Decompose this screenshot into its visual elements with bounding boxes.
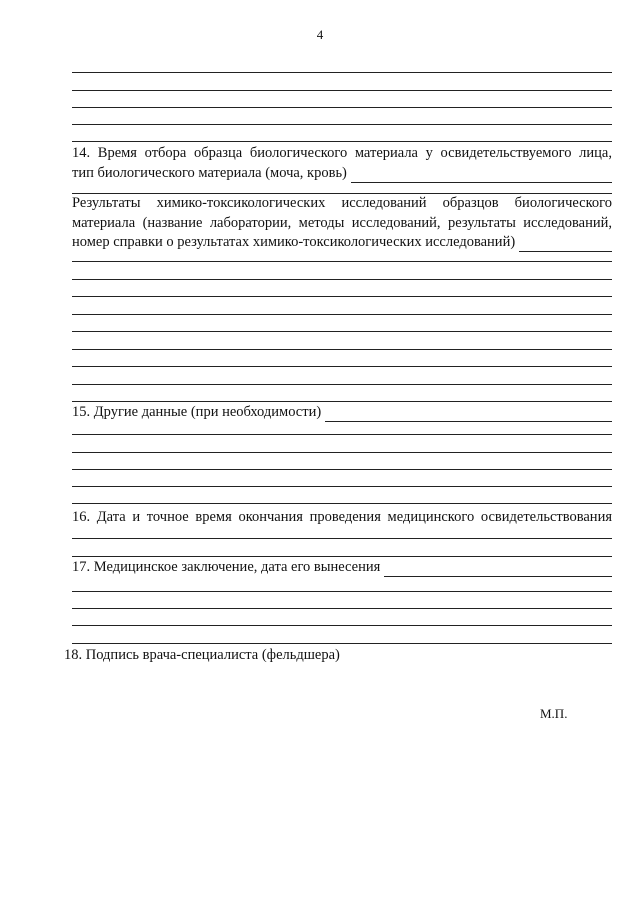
section-14-fill-field[interactable] bbox=[351, 168, 612, 183]
blank-line bbox=[72, 349, 612, 350]
blank-line bbox=[72, 608, 612, 609]
results-fill-field[interactable] bbox=[519, 237, 612, 252]
section-16-text: 16. Дата и точное время окончания проведения медицинского освидетельствования bbox=[72, 509, 612, 525]
blank-line bbox=[72, 90, 612, 91]
blank-line bbox=[72, 107, 612, 108]
section-15-row bbox=[72, 402, 612, 422]
blank-line bbox=[72, 72, 612, 73]
blank-line bbox=[72, 331, 612, 332]
blank-line bbox=[72, 591, 612, 592]
stamp-place-label: М.П. bbox=[540, 706, 568, 721]
blank-line bbox=[72, 452, 612, 453]
results-line2: материала (название лаборатории, методы исследований, результаты исследований, bbox=[72, 215, 612, 231]
blank-line bbox=[72, 124, 612, 125]
blank-line bbox=[72, 538, 612, 539]
section-15-fill-field[interactable] bbox=[325, 407, 612, 422]
results-line1: Результаты химико-токсикологических исследований образцов биологического bbox=[72, 195, 612, 211]
section-17-row bbox=[72, 557, 612, 577]
blank-line bbox=[72, 314, 612, 315]
section-15-label: 15. Другие данные (при необходимости) bbox=[72, 404, 322, 420]
section-17-fill-field[interactable] bbox=[384, 562, 612, 577]
blank-line bbox=[72, 469, 612, 470]
section-14-line1: 14. Время отбора образца биологического материала у освидетельствуемого лица, bbox=[72, 145, 612, 161]
blank-line bbox=[72, 434, 612, 435]
blank-line bbox=[72, 296, 612, 297]
section-17-label: 17. Медицинское заключение, дата его вынесения bbox=[72, 559, 381, 575]
blank-line bbox=[72, 486, 612, 487]
blank-line bbox=[72, 503, 612, 504]
blank-line bbox=[72, 625, 612, 626]
blank-line bbox=[72, 279, 612, 280]
blank-line bbox=[72, 261, 612, 262]
blank-line bbox=[72, 384, 612, 385]
results-label: номер справки о результатах химико-токсикологических исследований) bbox=[72, 234, 516, 250]
blank-line bbox=[72, 643, 612, 644]
results-line3 bbox=[72, 232, 612, 252]
blank-line bbox=[72, 366, 612, 367]
section-14-line2 bbox=[72, 163, 612, 183]
section-18-text: 18. Подпись врача-специалиста (фельдшера) bbox=[64, 647, 340, 663]
page-number: 4 bbox=[316, 27, 324, 42]
blank-line bbox=[72, 141, 612, 142]
section-14-label: тип биологического материала (моча, кровь) bbox=[72, 165, 347, 181]
